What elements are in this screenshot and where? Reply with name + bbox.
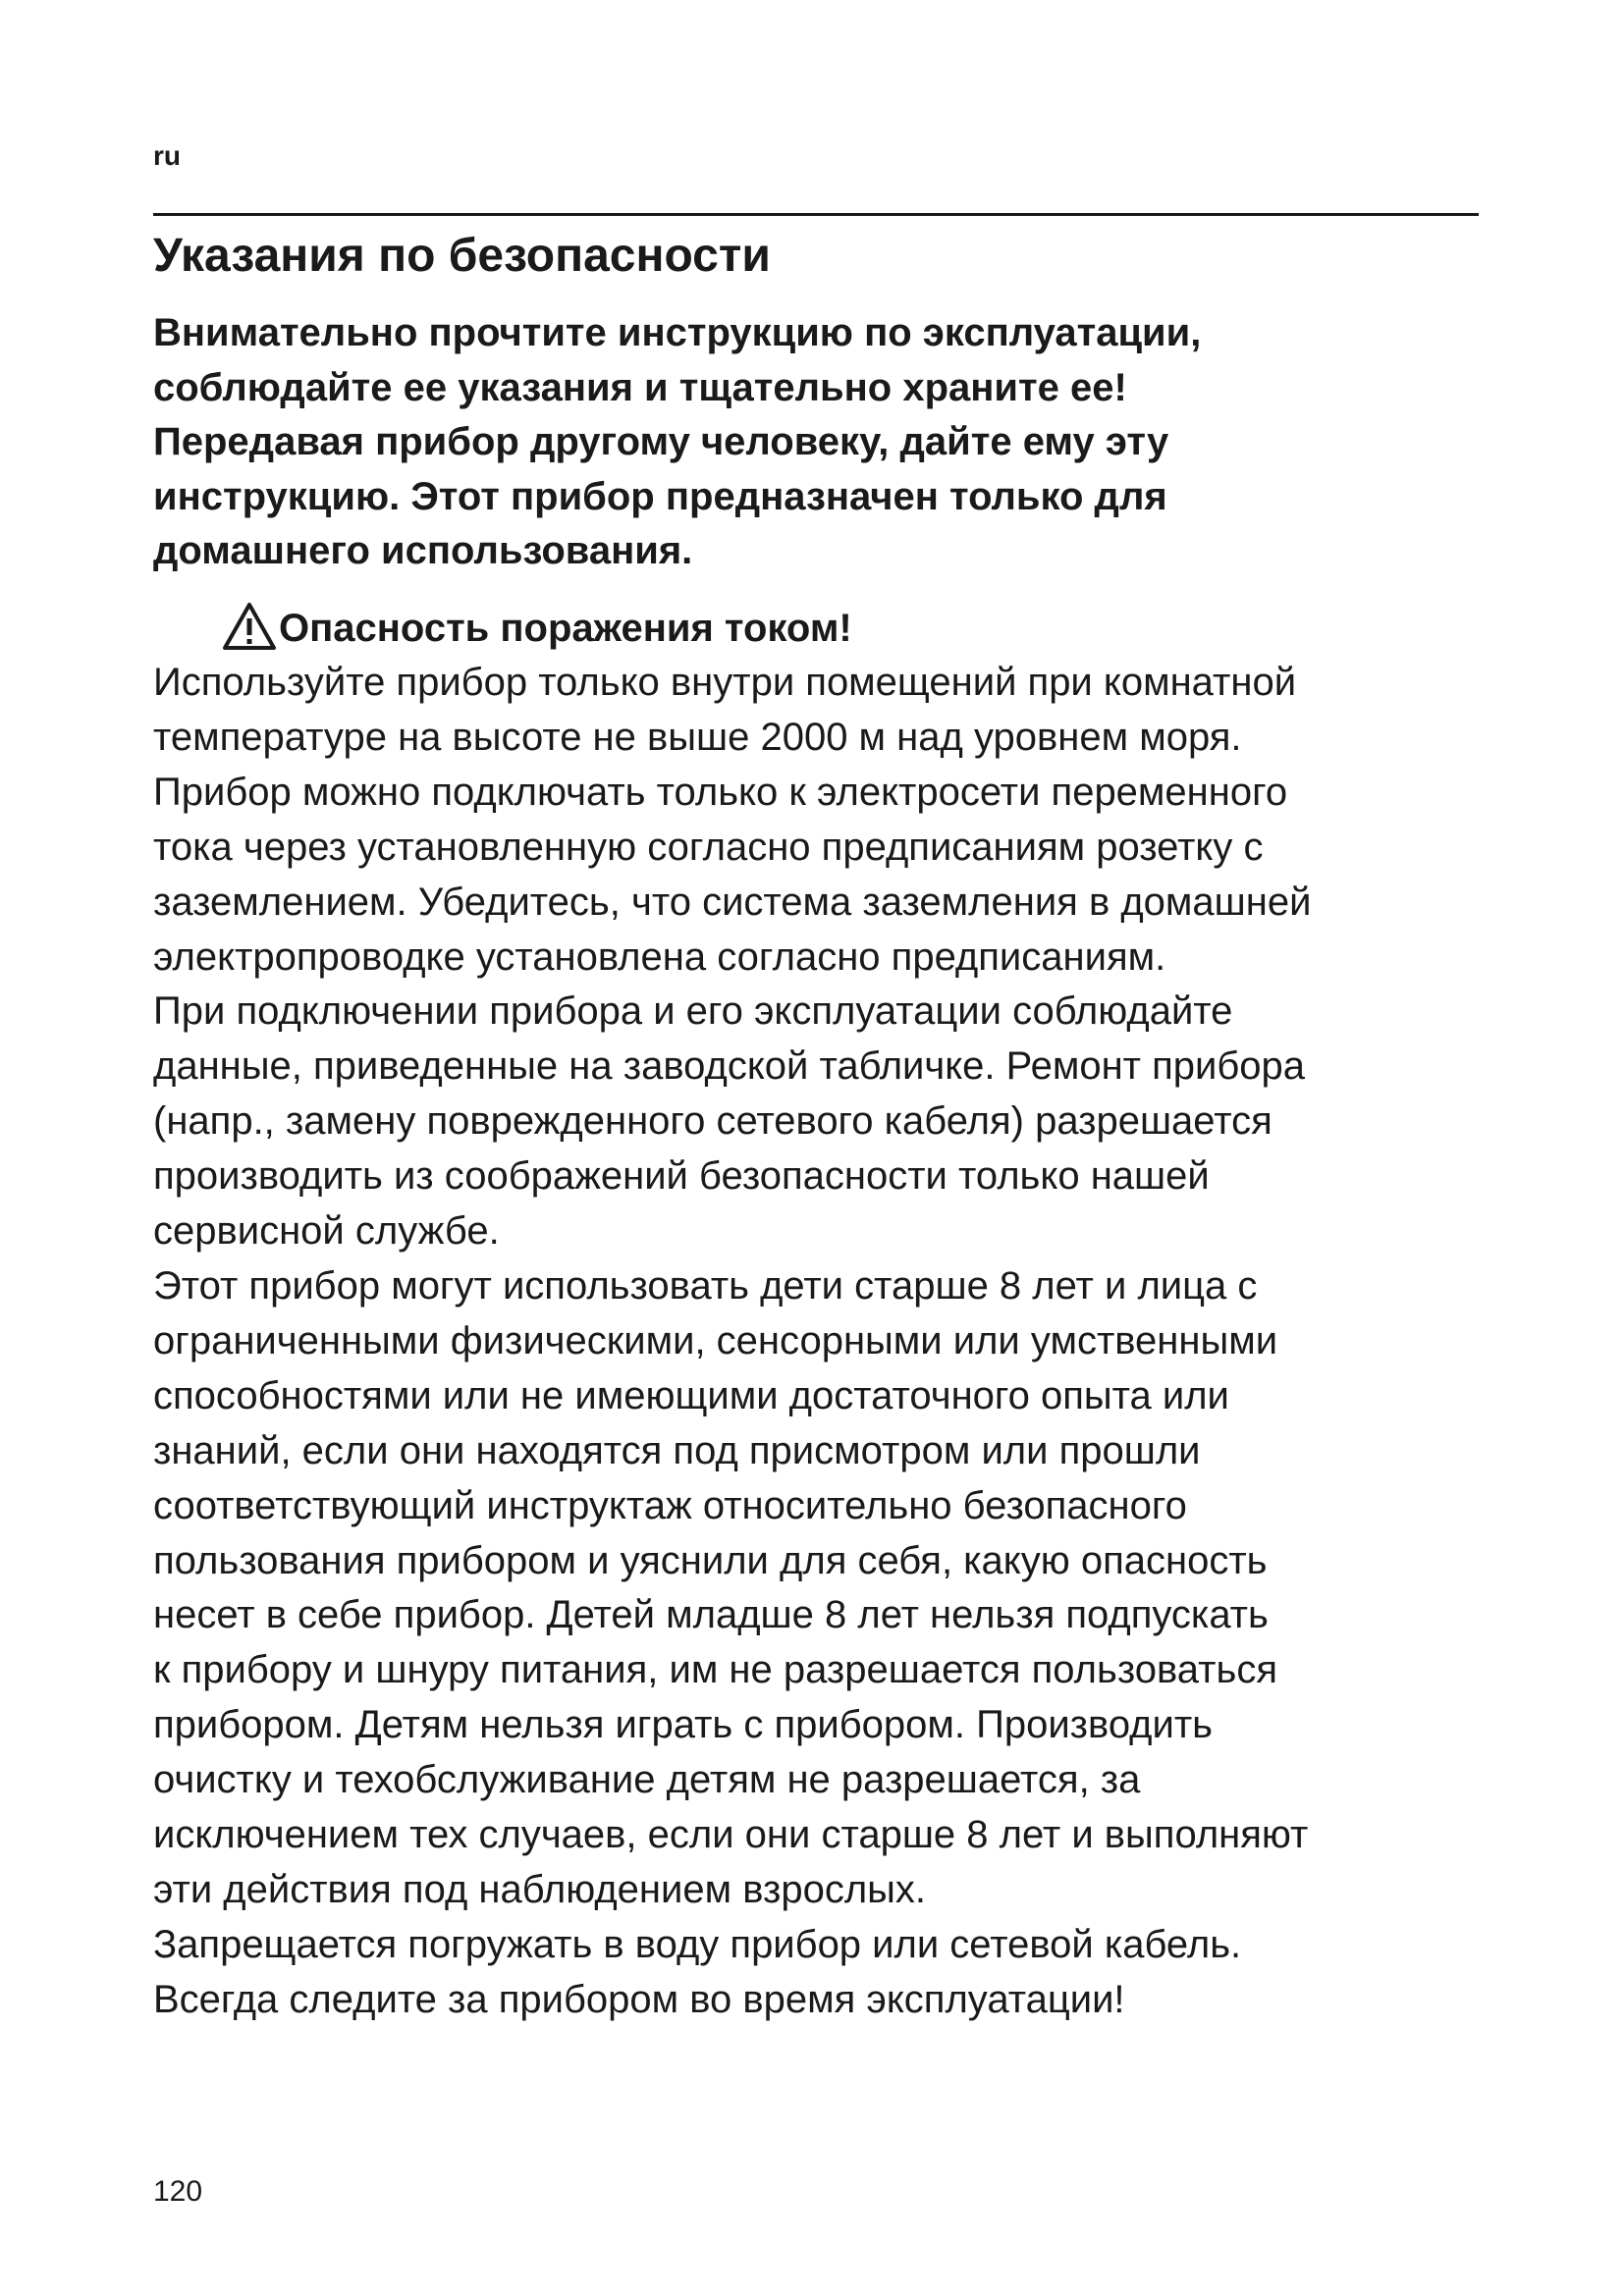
page-number: 120	[153, 2175, 203, 2208]
body-line: Используйте прибор только внутри помещений при комнатной	[153, 661, 1297, 704]
body-line: Всегда следите за прибором во время эксплуатации!	[153, 1977, 1125, 2021]
body-line: соответствующий инструктаж относительно безопасного	[153, 1483, 1187, 1527]
body-line: При подключении прибора и его эксплуатации соблюдайте	[153, 989, 1233, 1034]
intro-line: Передавая прибор другому человеку, дайте ему эту	[153, 420, 1169, 463]
body-line: сервисной службе.	[153, 1209, 500, 1254]
body-line: знаний, если они находятся под присмотром или прошли	[153, 1428, 1201, 1472]
body-line: Этот прибор могут использовать дети старше 8 лет и лица с	[153, 1263, 1258, 1308]
body-line: (напр., замену поврежденного сетевого кабеля) разрешается	[153, 1099, 1272, 1144]
warning-text: Опасность поражения током!	[279, 607, 852, 650]
intro-line: Внимательно прочтите инструкцию по эксплуатации,	[153, 311, 1202, 354]
body-line: заземлением. Убедитесь, что система заземления в домашней	[153, 880, 1312, 924]
intro-line: домашнего использования.	[153, 529, 693, 572]
body-line: температуре на высоте не выше 2000 м над уровнем моря.	[153, 715, 1242, 759]
body-line: тока через установленную согласно предписаниям розетку с	[153, 825, 1264, 869]
body-line: данные, приведенные на заводской табличке. Ремонт прибора	[153, 1044, 1305, 1089]
body-line: очистку и техобслуживание детям не разрешается, за	[153, 1758, 1141, 1802]
body-line: пользования прибором и уяснили для себя, какую опасность	[153, 1538, 1268, 1582]
body-line: к прибору и шнуру питания, им не разрешается пользоваться	[153, 1648, 1277, 1692]
body-line: Запрещается погружать в воду прибор или сетевой кабель.	[153, 1922, 1242, 1966]
warning-triangle-icon	[222, 602, 277, 651]
body-line: прибором. Детям нельзя играть с прибором. Производить	[153, 1703, 1214, 1747]
intro-paragraph	[153, 306, 1489, 579]
body-line: исключением тех случаев, если они старше 8 лет и выполняют	[153, 1813, 1309, 1857]
electric-shock-warning	[222, 601, 852, 656]
intro-line: соблюдайте ее указания и тщательно храните ее!	[153, 365, 1127, 409]
header-divider	[153, 213, 1479, 216]
safety-instructions-text	[153, 656, 1489, 2028]
body-line: Прибор можно подключать только к электросети переменного	[153, 770, 1288, 814]
body-line: электропроводке установлена согласно предписаниям.	[153, 934, 1166, 979]
body-line: производить из соображений безопасности только нашей	[153, 1154, 1210, 1199]
body-line: способностями или не имеющими достаточного опыта или	[153, 1373, 1229, 1417]
body-line: ограниченными физическими, сенсорными или умственными	[153, 1318, 1278, 1362]
body-line: эти действия под наблюдением взрослых.	[153, 1867, 927, 1911]
body-line: несет в себе прибор. Детей младше 8 лет нельзя подпускать	[153, 1593, 1269, 1637]
section-title: Указания по безопасности	[153, 230, 771, 282]
language-code: ru	[153, 140, 181, 171]
intro-line: инструкцию. Этот прибор предназначен только для	[153, 474, 1167, 518]
